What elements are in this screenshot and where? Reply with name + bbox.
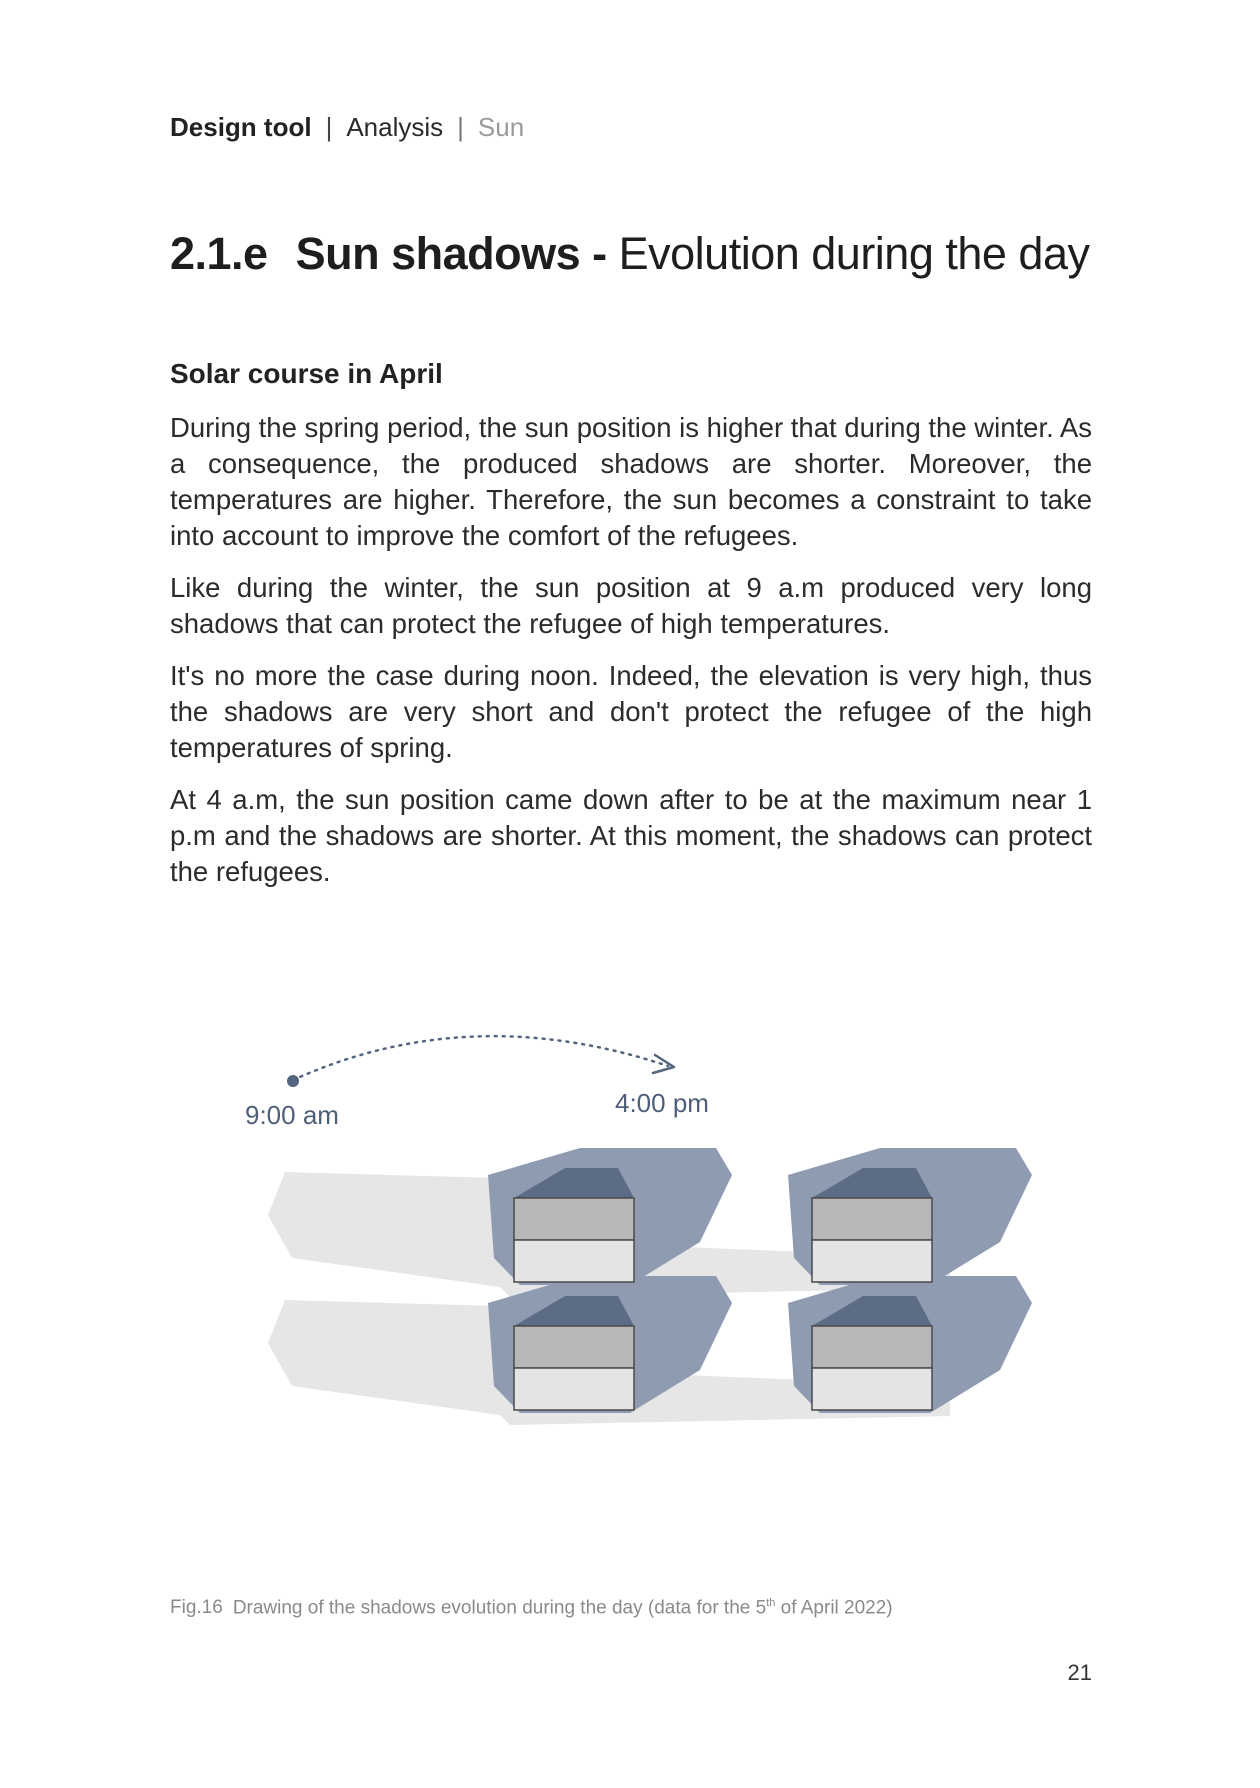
breadcrumb-separator: | bbox=[325, 112, 333, 142]
sun-path-arc bbox=[293, 1036, 668, 1080]
shelter bbox=[514, 1326, 634, 1410]
breadcrumb-analysis: Analysis bbox=[346, 112, 444, 142]
page-title bbox=[170, 228, 1089, 280]
title-main: Sun shadows - bbox=[295, 228, 607, 279]
caption-superscript: th bbox=[766, 1597, 776, 1609]
breadcrumb-design-tool: Design tool bbox=[170, 112, 312, 142]
paragraph: It's no more the case during noon. Indeed, the elevation is very high, thus the shadows are very short and don't protect the refugee of the high temperatures of spring. bbox=[170, 660, 1092, 763]
sun-start-dot bbox=[287, 1075, 299, 1087]
caption-end: of April 2022) bbox=[775, 1597, 893, 1619]
page-number: 21 bbox=[1067, 1660, 1092, 1685]
shelter bbox=[514, 1198, 634, 1282]
breadcrumb-separator: | bbox=[457, 112, 464, 142]
afternoon-shadow bbox=[488, 1148, 732, 1285]
figure-label: Fig.16 bbox=[170, 1597, 223, 1619]
roof-shape bbox=[812, 1296, 932, 1326]
breadcrumb bbox=[170, 112, 524, 143]
shelter bbox=[812, 1326, 932, 1410]
body-text bbox=[170, 410, 1092, 906]
sun-arrow-head bbox=[653, 1055, 674, 1073]
figure-caption bbox=[170, 1597, 893, 1619]
afternoon-shadow bbox=[788, 1148, 1032, 1285]
roof-shape bbox=[514, 1296, 634, 1326]
section-number: 2.1.e bbox=[170, 228, 268, 279]
roof-shape bbox=[514, 1168, 634, 1198]
title-sub: Evolution during the day bbox=[618, 228, 1090, 279]
paragraph: At 4 a.m, the sun position came down after to be at the maximum near 1 p.m and the shadows are shorter. At this moment, the shadows can protect the refugees. bbox=[170, 784, 1092, 887]
afternoon-shadow bbox=[488, 1276, 732, 1413]
section-subheading: Solar course in April bbox=[170, 358, 443, 389]
paragraph: Like during the winter, the sun position at 9 a.m produced very long shadows that can protect the refugee of high temperatures. bbox=[170, 572, 1092, 639]
paragraph: During the spring period, the sun position is higher that during the winter. As a consequence, the produced shadows are shorter. Moreover, the temperatures are higher. Therefore, the sun becomes a constraint to take into account to improve the comfort of the refugees. bbox=[170, 412, 1092, 551]
roof-shape bbox=[812, 1168, 932, 1198]
shelter bbox=[812, 1198, 932, 1282]
caption-text: Drawing of the shadows evolution during the day (data for the 5 bbox=[232, 1597, 767, 1619]
morning-shadow bbox=[268, 1300, 950, 1425]
label-9am: 9:00 am bbox=[245, 1100, 339, 1130]
morning-shadow bbox=[268, 1172, 950, 1297]
label-4pm: 4:00 pm bbox=[615, 1088, 709, 1118]
breadcrumb-sun: Sun bbox=[477, 112, 525, 142]
afternoon-shadow bbox=[788, 1276, 1032, 1413]
